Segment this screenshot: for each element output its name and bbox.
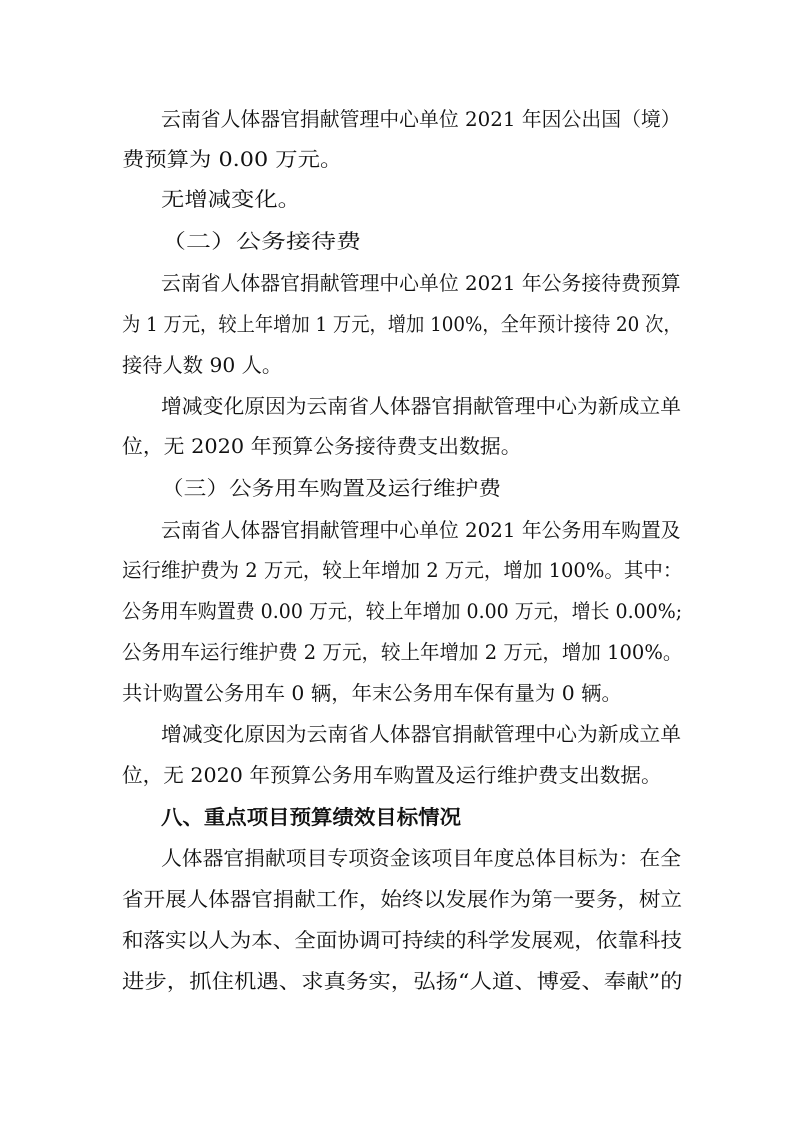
text-line: 共计购置公务用车 0 辆，年末公务用车保有量为 0 辆。 bbox=[122, 681, 622, 705]
section-heading: （二）公务接待费 bbox=[161, 229, 361, 253]
text-line: 云南省人体器官捐献管理中心单位 2021 年因公出国（境） bbox=[161, 107, 681, 131]
text-line: 增减变化原因为云南省人体器官捐献管理中心为新成立单 bbox=[161, 722, 681, 746]
text-line: 无增减变化。 bbox=[161, 187, 301, 211]
text-line: 和落实以人为本、全面协调可持续的科学发展观，依靠科技 bbox=[122, 928, 682, 952]
text-line: 费预算为 0.00 万元。 bbox=[122, 147, 343, 171]
text-line: 为 1 万元，较上年增加 1 万元，增加 100%，全年预计接待 20 次， bbox=[122, 312, 682, 336]
text-line: 人体器官捐献项目专项资金该项目年度总体目标为：在全 bbox=[161, 846, 681, 870]
text-line: 增减变化原因为云南省人体器官捐献管理中心为新成立单 bbox=[161, 394, 681, 418]
text-line: 运行维护费为 2 万元，较上年增加 2 万元，增加 100%。其中： bbox=[122, 558, 683, 582]
text-line: 进步，抓住机遇、求真务实，弘扬“人道、博爱、奉献”的 bbox=[122, 969, 683, 993]
text-line: 云南省人体器官捐献管理中心单位 2021 年公务用车购置及 bbox=[161, 518, 681, 542]
text-line: 省开展人体器官捐献工作，始终以发展作为第一要务，树立 bbox=[122, 887, 682, 911]
text-line: 公务用车运行维护费 2 万元，较上年增加 2 万元，增加 100%。 bbox=[122, 640, 683, 664]
text-line: 位，无 2020 年预算公务用车购置及运行维护费支出数据。 bbox=[122, 763, 662, 787]
chapter-heading: 八、重点项目预算绩效目标情况 bbox=[161, 805, 461, 829]
text-line: 接待人数 90 人。 bbox=[122, 353, 283, 377]
section-heading: （三）公务用车购置及运行维护费 bbox=[161, 476, 501, 500]
text-line: 位，无 2020 年预算公务接待费支出数据。 bbox=[122, 434, 522, 458]
text-line: 公务用车购置费 0.00 万元，较上年增加 0.00 万元，增长 0.00%; bbox=[122, 599, 683, 623]
text-line: 云南省人体器官捐献管理中心单位 2021 年公务接待费预算 bbox=[161, 271, 681, 295]
